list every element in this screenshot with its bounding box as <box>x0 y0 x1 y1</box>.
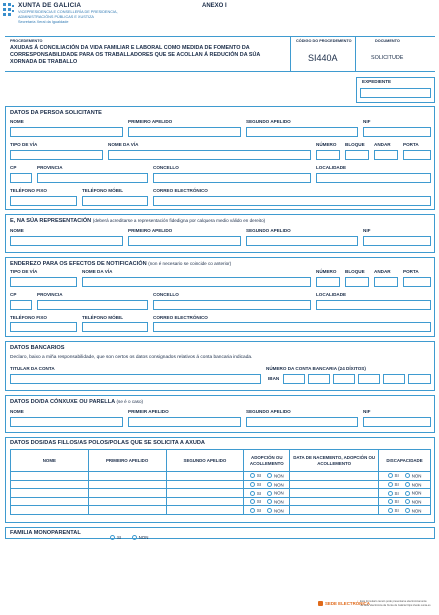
label-bloque: BLOQUE <box>345 142 365 147</box>
child-adopcion-cell <box>244 506 290 515</box>
children-header-segundo-apelido: SEGUNDO APELIDO <box>166 450 244 472</box>
doc-label: DOCUMENTO <box>375 39 400 43</box>
table-row <box>11 480 431 489</box>
discapacidade-no-label: NON <box>411 507 422 513</box>
adopcion-yes-radio[interactable] <box>250 491 255 496</box>
account-dc-field[interactable] <box>358 374 380 384</box>
discapacidade-yes-radio[interactable] <box>388 499 393 504</box>
sede-icon <box>318 601 323 606</box>
rep-label-segundo-apelido: SEGUNDO APELIDO <box>246 228 291 233</box>
label-correo: CORREO ELECTRÓNICO <box>153 188 208 193</box>
child-segundo-apelido-cell[interactable] <box>166 480 244 489</box>
notif-telefono-mobil-field[interactable] <box>82 322 148 332</box>
adopcion-no-label: NON <box>273 473 284 479</box>
footer-note-2: na sede electrónica da Xunta de Galicia https://sede.xunta.es <box>360 604 431 607</box>
child-discapacidade-cell <box>379 506 431 515</box>
notif-label-provincia: PROVINCIA <box>37 292 63 297</box>
spouse-nome-field[interactable] <box>10 417 123 427</box>
adopcion-no-label: NON <box>273 482 284 488</box>
adopcion-yes-label: SI <box>256 499 261 505</box>
label-numero: NÚMERO <box>316 142 337 147</box>
single-parent-no-label: NON <box>138 535 149 541</box>
child-segundo-apelido-cell[interactable] <box>166 497 244 506</box>
adopcion-yes-radio[interactable] <box>250 482 255 487</box>
org-dept-2: ADMINISTRACIÓNS PÚBLICAS E XUSTIZA <box>18 15 94 19</box>
account-number-2-field[interactable] <box>408 374 431 384</box>
rep-segundo-apelido-field[interactable] <box>246 236 358 246</box>
spouse-label-nif: NIF <box>363 409 371 414</box>
adopcion-no-radio[interactable] <box>267 491 272 496</box>
child-nome-cell[interactable] <box>11 506 89 515</box>
discapacidade-no-label: NON <box>411 482 422 488</box>
notif-label-bloque: BLOQUE <box>345 269 365 274</box>
discapacidade-yes-radio[interactable] <box>388 473 393 478</box>
label-andar: ANDAR <box>374 142 391 147</box>
discapacidade-no-radio[interactable] <box>405 499 410 504</box>
adopcion-yes-radio[interactable] <box>250 473 255 478</box>
notification-subtitle: (non é necesario se coincide co anterior) <box>148 261 232 266</box>
single-parent-label: FAMILIA MONOPARENTAL <box>10 530 81 536</box>
notif-label-cp: CP <box>10 292 17 297</box>
table-row <box>11 497 431 506</box>
child-discapacidade-cell <box>379 497 431 506</box>
single-parent-options <box>110 529 154 547</box>
notif-correo-field[interactable] <box>153 322 431 332</box>
adopcion-no-radio[interactable] <box>267 482 272 487</box>
spouse-primeiro-apelido-field[interactable] <box>128 417 241 427</box>
expediente-label: EXPEDIENTE <box>362 79 392 84</box>
discapacidade-yes-label: SI <box>394 490 399 496</box>
spouse-subtitle: (se é o caso) <box>116 399 144 404</box>
adopcion-no-radio[interactable] <box>267 499 272 504</box>
procedure-label: PROCEDEMENTO <box>10 39 43 43</box>
child-primeiro-apelido-cell[interactable] <box>88 480 166 489</box>
child-primeiro-apelido-cell[interactable] <box>88 497 166 506</box>
applicant-title: DATOS DA PERSOA SOLICITANTE <box>10 110 102 116</box>
rep-label-primeiro-apelido: PRIMEIRO APELIDO <box>128 228 173 233</box>
child-data-cell[interactable] <box>290 506 379 515</box>
notif-label-correo: CORREO ELECTRÓNICO <box>153 315 208 320</box>
discapacidade-no-label: NON <box>411 473 422 479</box>
label-porta: PORTA <box>403 142 419 147</box>
child-data-cell[interactable] <box>290 497 379 506</box>
child-discapacidade-cell <box>379 480 431 489</box>
children-header-nome: NOME <box>11 450 89 472</box>
rep-primeiro-apelido-field[interactable] <box>128 236 241 246</box>
telefono-mobil-field[interactable] <box>82 196 148 206</box>
notif-localidade-field[interactable] <box>316 300 431 310</box>
adopcion-no-label: NON <box>273 499 284 505</box>
notif-nome-via-field[interactable] <box>82 277 311 287</box>
table-row <box>11 506 431 515</box>
child-nome-cell[interactable] <box>11 497 89 506</box>
label-localidade: LOCALIDADE <box>316 165 347 170</box>
children-header-discapacidade: DISCAPACIDADE <box>379 450 431 472</box>
notif-label-telefono-mobil: TELÉFONO MÓBIL <box>82 315 124 320</box>
account-office-field[interactable] <box>333 374 355 384</box>
adopcion-yes-label: SI <box>256 473 261 479</box>
segundo-apelido-field[interactable] <box>246 127 358 137</box>
notif-provincia-field[interactable] <box>37 300 148 310</box>
table-row <box>11 489 431 498</box>
notif-tipo-via-field[interactable] <box>10 277 77 287</box>
child-primeiro-apelido-cell[interactable] <box>88 506 166 515</box>
cp-field[interactable] <box>10 173 32 183</box>
label-nif: NIF <box>363 119 371 124</box>
spouse-title: DATOS DO/DA CÓNXUXE OU PARELLA (se é o caso) <box>10 399 144 405</box>
adopcion-yes-radio[interactable] <box>250 508 255 513</box>
org-name: XUNTA DE GALICIA <box>18 2 82 9</box>
procedure-text: AXUDAS Á CONCILIACIÓN DA VIDA FAMILIAR E LABORAL COMO MEDIDA DE FOMENTO DA CORRESPONSABILIDADE PARA OS TRABALLADORES QUE SE ACOLLAN Á REDUCIÓN DA SÚA XORNADA DE TRABALLO <box>10 45 261 66</box>
label-primeiro-apelido: PRIMEIRO APELIDO <box>128 119 173 124</box>
doc-value: SOLICITUDE <box>371 55 404 61</box>
discapacidade-yes-label: SI <box>394 499 399 505</box>
label-nome: NOME <box>10 119 24 124</box>
children-header-adopcion: ADOPCIÓN OU ACOLLEMENTO <box>244 450 290 472</box>
adopcion-yes-label: SI <box>256 507 261 513</box>
label-tipo-via: TIPO DE VÍA <box>10 142 38 147</box>
rep-nif-field[interactable] <box>363 236 431 246</box>
discapacidade-yes-radio[interactable] <box>388 482 393 487</box>
discapacidade-yes-label: SI <box>394 473 399 479</box>
children-header-primeiro-apelido: PRIMEIRO APELIDO <box>88 450 166 472</box>
adopcion-yes-label: SI <box>256 490 261 496</box>
footer-brand: SEDE ELECTRÓNICA <box>325 601 370 606</box>
label-cp: CP <box>10 165 17 170</box>
rep-label-nif: NIF <box>363 228 371 233</box>
discapacidade-yes-label: SI <box>394 507 399 513</box>
discapacidade-no-radio[interactable] <box>405 491 410 496</box>
bank-label-account: NÚMERO DA CONTA BANCARIA (24 DÍXITOS) <box>266 366 366 371</box>
notif-label-porta: PORTA <box>403 269 419 274</box>
child-segundo-apelido-cell[interactable] <box>166 489 244 498</box>
child-adopcion-cell <box>244 472 290 481</box>
discapacidade-yes-label: SI <box>394 482 399 488</box>
notif-label-numero: NÚMERO <box>316 269 337 274</box>
adopcion-no-label: NON <box>273 490 284 496</box>
code-label: CÓDIGO DO PROCEDEMENTO <box>296 39 352 43</box>
bloque-field[interactable] <box>345 150 369 160</box>
primeiro-apelido-field[interactable] <box>128 127 241 137</box>
code-value: SI440A <box>308 53 338 63</box>
table-row <box>11 472 431 481</box>
child-adopcion-cell <box>244 497 290 506</box>
porta-field[interactable] <box>403 150 431 160</box>
discapacidade-yes-radio[interactable] <box>388 491 393 496</box>
account-number-1-field[interactable] <box>383 374 405 384</box>
footer-note-1: Este formulario tamén pode presentarse electronicamente <box>360 600 427 603</box>
andar-field[interactable] <box>374 150 398 160</box>
notif-porta-field[interactable] <box>403 277 431 287</box>
discapacidade-no-radio[interactable] <box>405 482 410 487</box>
xunta-logo <box>3 3 15 17</box>
discapacidade-no-radio[interactable] <box>405 508 410 513</box>
single-parent-no-radio[interactable] <box>132 535 137 540</box>
bank-label-titular: TITULAR DA CONTA <box>10 366 55 371</box>
children-title: DATOS DOS/DAS FILLOS/AS POLOS/POLAS QUE SE SOLICITA A AXUDA <box>10 440 205 446</box>
representative-subtitle: (deberá acreditarse a representación fidedigna por calquera medio válido en dereito) <box>92 218 266 223</box>
iban-field[interactable] <box>283 374 305 384</box>
discapacidade-no-label: NON <box>411 499 422 505</box>
label-telefono-fixo: TELÉFONO FIXO <box>10 188 48 193</box>
notif-andar-field[interactable] <box>374 277 398 287</box>
label-provincia: PROVINCIA <box>37 165 63 170</box>
org-dept-3: Secretaría Xeral da Igualdade <box>18 20 69 24</box>
adopcion-no-label: NON <box>273 507 284 513</box>
child-primeiro-apelido-cell[interactable] <box>88 489 166 498</box>
notif-telefono-fixo-field[interactable] <box>10 322 77 332</box>
notif-label-localidade: LOCALIDADE <box>316 292 347 297</box>
notif-label-nome-via: NOME DA VÍA <box>82 269 113 274</box>
spouse-label-nome: NOME <box>10 409 24 414</box>
label-telefono-mobil: TELÉFONO MÓBIL <box>82 188 124 193</box>
child-data-cell[interactable] <box>290 480 379 489</box>
spouse-label-segundo-apelido: SEGUNDO APELIDO <box>246 409 291 414</box>
numero-field[interactable] <box>316 150 340 160</box>
provincia-field[interactable] <box>37 173 148 183</box>
nome-field[interactable] <box>10 127 123 137</box>
child-primeiro-apelido-cell[interactable] <box>88 472 166 481</box>
correo-field[interactable] <box>153 196 431 206</box>
child-discapacidade-cell <box>379 472 431 481</box>
child-nome-cell[interactable] <box>11 480 89 489</box>
adopcion-yes-label: SI <box>256 482 261 488</box>
titular-field[interactable] <box>10 374 261 384</box>
single-parent-yes-label: SI <box>117 535 122 541</box>
tipo-via-field[interactable] <box>10 150 103 160</box>
child-data-cell[interactable] <box>290 489 379 498</box>
discapacidade-yes-radio[interactable] <box>388 508 393 513</box>
child-discapacidade-cell <box>379 489 431 498</box>
child-data-cell[interactable] <box>290 472 379 481</box>
label-segundo-apelido: SEGUNDO APELIDO <box>246 119 291 124</box>
adopcion-yes-radio[interactable] <box>250 499 255 504</box>
single-parent-yes-radio[interactable] <box>110 535 115 540</box>
spouse-nif-field[interactable] <box>363 417 431 427</box>
adopcion-no-radio[interactable] <box>267 508 272 513</box>
bank-title: DATOS BANCARIOS <box>10 345 65 351</box>
notif-label-andar: ANDAR <box>374 269 391 274</box>
label-concello: CONCELLO <box>153 165 179 170</box>
rep-label-nome: NOME <box>10 228 24 233</box>
localidade-field[interactable] <box>316 173 431 183</box>
child-adopcion-cell <box>244 480 290 489</box>
notif-concello-field[interactable] <box>153 300 311 310</box>
iban-label: IBAN <box>268 376 280 381</box>
spouse-label-primeiro-apelido: PRIMEIR APELIDO <box>128 409 169 414</box>
representative-title: E, NA SÚA REPRESENTACIÓN (deberá acreditarse a representación fidedigna por calquera medio válido en dereito) <box>10 218 266 224</box>
bank-declaration: Declaro, baixo a miña responsabilidade, que son certos os datos consignados relativos á conta bancaria indicada. <box>10 355 253 360</box>
concello-field[interactable] <box>153 173 311 183</box>
label-nome-via: NOME DA VÍA <box>108 142 139 147</box>
discapacidade-no-radio[interactable] <box>405 473 410 478</box>
notif-label-concello: CONCELLO <box>153 292 179 297</box>
rep-nome-field[interactable] <box>10 236 123 246</box>
notif-cp-field[interactable] <box>10 300 32 310</box>
nif-field[interactable] <box>363 127 431 137</box>
annex-label: ANEXO I <box>202 3 227 9</box>
nome-via-field[interactable] <box>108 150 311 160</box>
spouse-segundo-apelido-field[interactable] <box>246 417 358 427</box>
discapacidade-no-label: NON <box>411 490 422 496</box>
children-table <box>10 449 431 515</box>
adopcion-no-radio[interactable] <box>267 473 272 478</box>
notif-label-tipo-via: TIPO DE VÍA <box>10 269 38 274</box>
child-nome-cell[interactable] <box>11 472 89 481</box>
child-nome-cell[interactable] <box>11 489 89 498</box>
children-header-data: DATA DE NACEMENTO, ADOPCIÓN OU ACOLLEMENTO <box>290 450 379 472</box>
notif-label-telefono-fixo: TELÉFONO FIXO <box>10 315 48 320</box>
child-segundo-apelido-cell[interactable] <box>166 506 244 515</box>
notif-bloque-field[interactable] <box>345 277 369 287</box>
account-entity-field[interactable] <box>308 374 330 384</box>
child-segundo-apelido-cell[interactable] <box>166 472 244 481</box>
org-dept-1: VICEPRESIDENCIA E CONSELLERÍA DE PRESIDENCIA, <box>18 10 118 14</box>
notif-numero-field[interactable] <box>316 277 340 287</box>
expediente-field[interactable] <box>360 88 431 98</box>
notification-title: ENDEREZO PARA OS EFECTOS DE NOTIFICACIÓN (non é necesario se coincide co anterior) <box>10 261 232 267</box>
child-adopcion-cell <box>244 489 290 498</box>
telefono-fixo-field[interactable] <box>10 196 77 206</box>
